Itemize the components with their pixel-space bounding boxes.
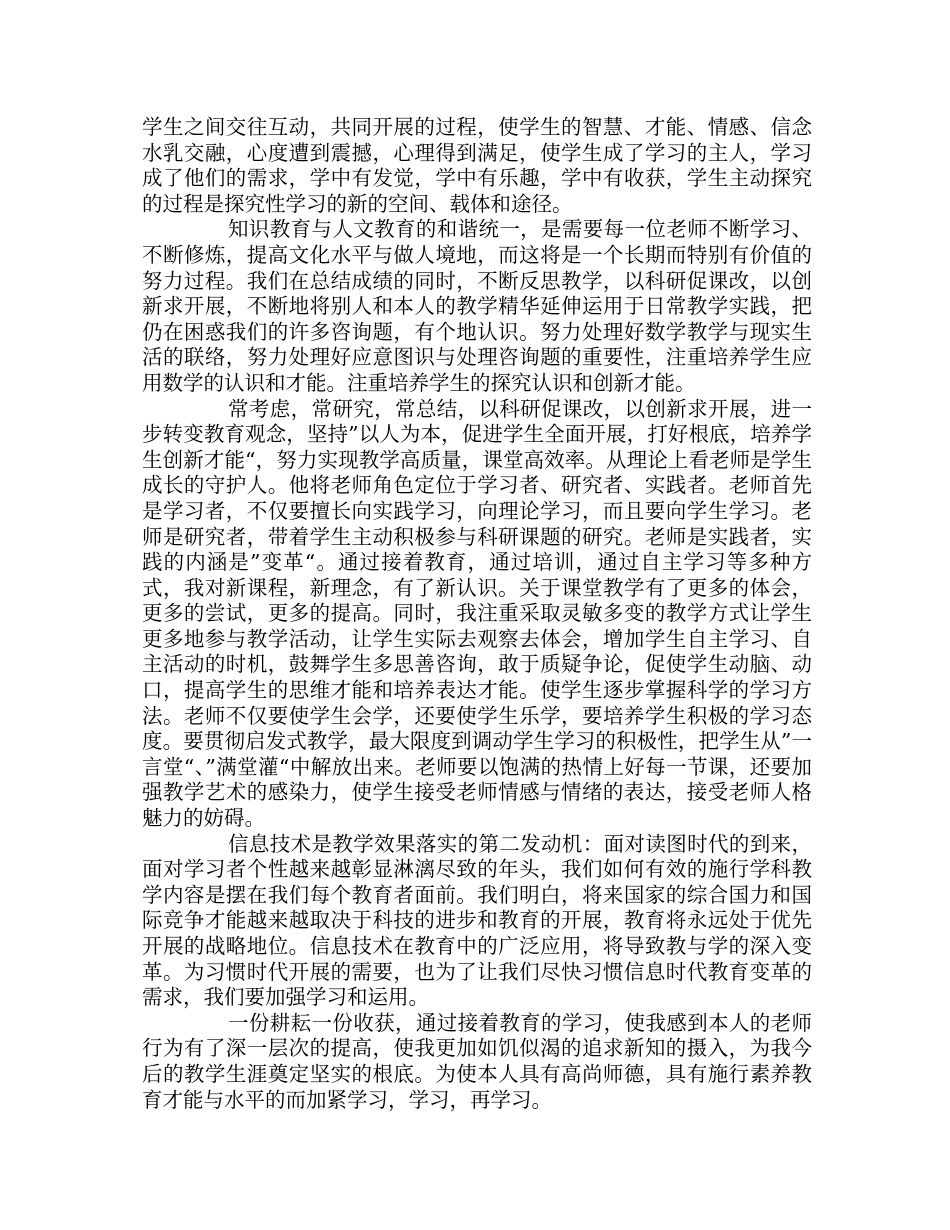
paragraph-4: 信息技术是教学效果落实的第二发动机：面对读图时代的到来，面对学习者个性越来越彰显淋漓尽致的年头，我们如何有效的施行学科教学内容是摆在我们每个教育者面前。我们明白，将来国家的综合国力和国际竞争才能越来越取决于科技的进步和教育的开展，教育将永远处于优先开展的战略地位。信息技术在教育中的广泛应用，将导致教与学的深入变革。为习惯时代开展的需要，也为了让我们尽快习惯信息时代教育变革的需求，我们要加强学习和运用。: [142, 831, 812, 1010]
paragraph-3: 常考虑，常研究，常总结，以科研促课改，以创新求开展，进一步转变教育观念，坚持”以人为本，促进学生全面开展，打好根底，培养学生创新才能“，努力实现教学高质量，课堂高效率。从理论上看老师是学生成长的守护人。他将老师角色定位于学习者、研究者、实践者。老师首先是学习者，不仅要擅长向实践学习，向理论学习，而且要向学生学习。老师是研究者，带着学生主动积极参与科研课题的研究。老师是实践者，实践的内涵是”变革“。通过接着教育，通过培训，通过自主学习等多种方式，我对新课程，新理念，有了新认识。关于课堂教学有了更多的体会，更多的尝试，更多的提高。同时，我注重采取灵敏多变的教学方式让学生更多地参与教学活动，让学生实际去观察去体会，增加学生自主学习、自主活动的时机，鼓舞学生多思善咨询，敢于质疑争论，促使学生动脑、动口，提高学生的思维才能和培养表达才能。使学生逐步掌握科学的学习方法。老师不仅要使学生会学，还要使学生乐学，要培养学生积极的学习态度。要贯彻启发式教学，最大限度到调动学生学习的积极性，把学生从”一言堂“、”满堂灌“中解放出来。老师要以饱满的热情上好每一节课，还要加强教学艺术的感染力，使学生接受老师情感与情绪的表达，接受老师人格魅力的妨碍。: [142, 396, 812, 831]
document-body: [142, 115, 812, 1113]
paragraph-2: 知识教育与人文教育的和谐统一，是需要每一位老师不断学习、不断修炼，提高文化水平与做人境地，而这将是一个长期而特别有价值的努力过程。我们在总结成绩的同时，不断反思教学，以科研促课改，以创新求开展，不断地将别人和本人的教学精华延伸运用于日常教学实践，把仍在困惑我们的许多咨询题，有个地认识。努力处理好数学教学与现实生活的联络，努力处理好应意图识与处理咨询题的重要性，注重培养学生应用数学的认识和才能。注重培养学生的探究认识和创新才能。: [142, 217, 812, 395]
paragraph-1: 学生之间交往互动，共同开展的过程，使学生的智慧、才能、情感、信念水乳交融，心度遭到震撼，心理得到满足，使学生成了学习的主人，学习成了他们的需求，学中有发觉，学中有乐趣，学中有收获，学生主动探究的过程是探究性学习的新的空间、载体和途径。: [142, 115, 812, 216]
paragraph-5: 一份耕耘一份收获，通过接着教育的学习，使我感到本人的老师行为有了深一层次的提高，使我更加如饥似渴的追求新知的摄入，为我今后的教学生涯奠定坚实的根底。为使本人具有高尚师德，具有施行素养教育才能与水平的而加紧学习，学习，再学习。: [142, 1010, 812, 1112]
